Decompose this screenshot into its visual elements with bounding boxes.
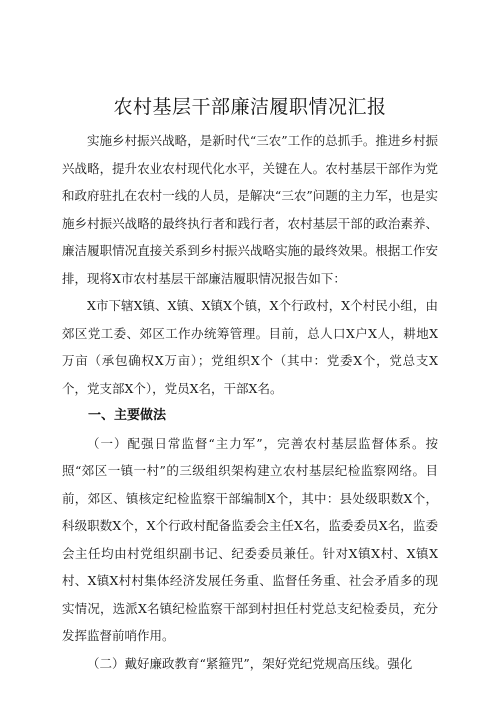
section-paragraph-2: （二）戴好廉政教育“紧箍咒”，架好党纪党规高压线。强化 [87,655,413,671]
section-heading: 一、主要做法 [88,408,167,423]
document-title: 农村基层干部廉洁履职情况汇报 [113,96,387,118]
section-paragraph-1: （一）配强日常监督“主力军”，完善农村基层监督体系。按照“郊区一镇一村”的三级组织架构建立农村基层纪检监察网络。目前，郊区、镇核定纪检监察干部编制X个，其中：县处级职数X个，科级职数X个，X个行政村配备监委会主任X名，监委委员X名，监委会主任均由村党组织副书记、纪委委员兼任。针对X镇X村、X镇X村、X镇X村村集体经济发展任务重、监督任务重、社会矛盾多的现实情况，选派X名镇纪检监察干部到村担任村党总支纪检委员，充分发挥监督前哨作用。 [62,435,438,643]
overview-paragraph: X市下辖X镇、X镇、X镇X个镇，X个行政村，X个村民小组，由郊区党工委、郊区工作办统筹管理。目前，总人口X户X人，耕地X万亩（承包确权X万亩）；党组织X个（其中：党委X个，党总支X个，党支部X个），党员X名，干部X名。 [62,298,438,396]
intro-paragraph: 实施乡村振兴战略，是新时代“三农”工作的总抓手。推进乡村振兴战略，提升农业农村现代化水平，关键在人。农村基层干部作为党和政府驻扎在农村一线的人员，是解决“三农”问题的主力军，也是实施乡村振兴战略的最终执行者和践行者，农村基层干部的政治素养、廉洁履职情况直接关系到乡村振兴战略实施的最终效果。根据工作安排，现将X市农村基层干部廉洁履职情况报告如下： [62,133,438,286]
